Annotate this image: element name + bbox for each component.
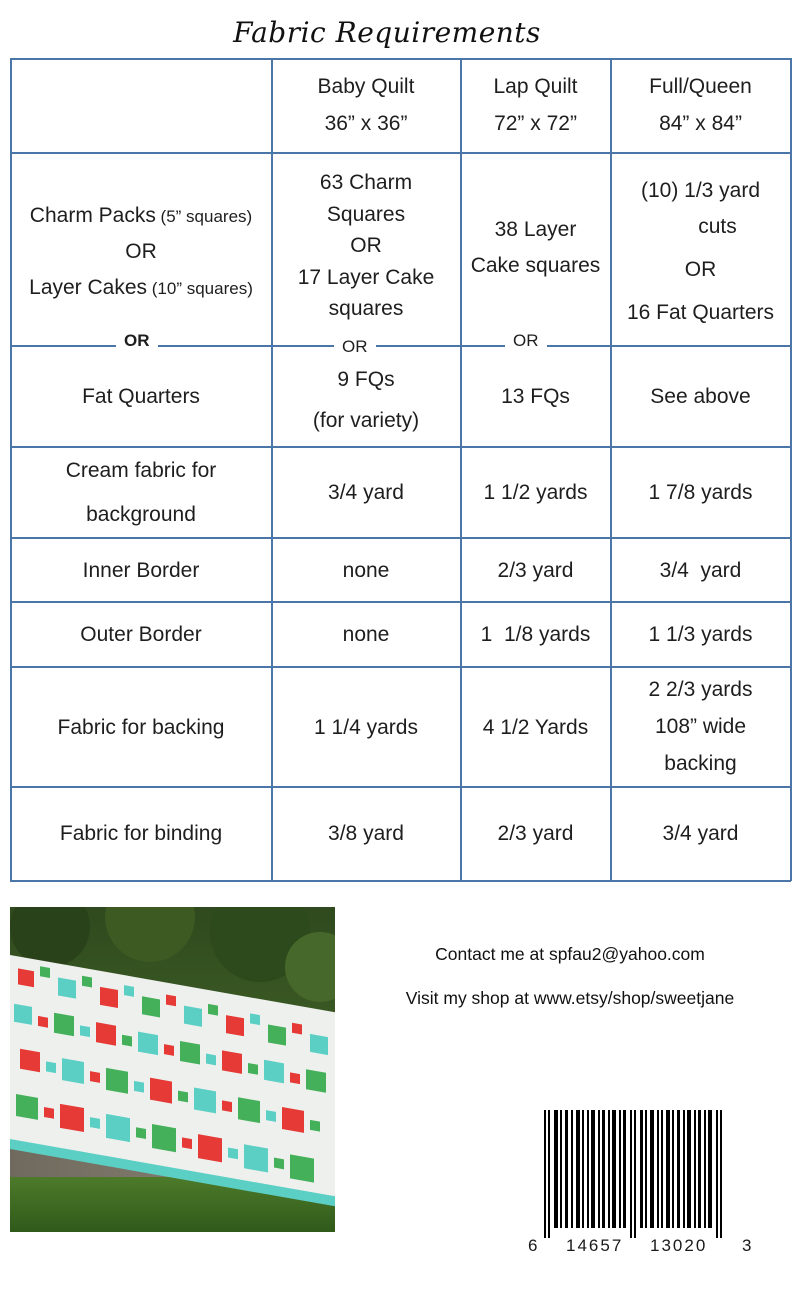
barcode-right-group: 13020 bbox=[650, 1236, 708, 1255]
header-lap-name: Lap Quilt bbox=[493, 75, 578, 99]
or-divider-label: OR bbox=[116, 332, 158, 350]
label-or: OR bbox=[125, 240, 157, 264]
header-full-size: 84” x 84” bbox=[659, 112, 742, 135]
table-border-bottom bbox=[10, 880, 791, 882]
baby-line-1: 63 Charm bbox=[319, 171, 413, 195]
cell-outer-full: 1 1/3 yards bbox=[648, 623, 753, 647]
cell-binding-lap: 2/3 yard bbox=[497, 822, 574, 846]
row-label-inner-border: Inner Border bbox=[82, 558, 200, 582]
header-baby-quilt bbox=[272, 60, 460, 152]
barcode-bars bbox=[520, 1108, 760, 1258]
row-label-outer-border: Outer Border bbox=[80, 623, 202, 647]
row-label-backing: Fabric for backing bbox=[57, 715, 225, 739]
row-label-cream bbox=[11, 448, 271, 538]
fq-baby-line-1: 9 FQs bbox=[337, 368, 395, 392]
cream-label-line-1: Cream fabric for bbox=[65, 458, 217, 482]
cell-precut-full bbox=[611, 160, 790, 344]
baby-line-5: squares bbox=[328, 297, 404, 321]
full-line-1: (10) 1/3 yard bbox=[640, 178, 761, 202]
full-line-2: cuts bbox=[698, 215, 737, 239]
header-full-queen bbox=[611, 60, 790, 152]
cell-cream-baby: 3/4 yard bbox=[328, 481, 404, 505]
cell-inner-full: 3/4 yard bbox=[659, 558, 742, 582]
layer-cakes-text: Layer Cakes bbox=[29, 275, 148, 299]
full-line-4: 16 Fat Quarters bbox=[626, 300, 775, 324]
label-charm-packs bbox=[30, 198, 252, 234]
backing-full-line-1: 2 2/3 yards bbox=[648, 678, 753, 702]
cell-fq-baby bbox=[272, 356, 460, 446]
backing-full-line-3: backing bbox=[664, 751, 737, 775]
or-divider-baby: OR bbox=[334, 338, 376, 356]
cell-precut-lap bbox=[461, 205, 610, 291]
cell-backing-baby: 1 1/4 yards bbox=[314, 715, 418, 739]
charm-packs-size: (5” squares) bbox=[155, 207, 253, 227]
cell-inner-lap: 2/3 yard bbox=[497, 558, 574, 582]
baby-line-3: OR bbox=[350, 234, 382, 258]
cell-outer-baby: none bbox=[342, 623, 390, 647]
header-lap-quilt bbox=[461, 60, 610, 152]
cell-backing-lap: 4 1/2 Yards bbox=[482, 715, 589, 739]
row-label-fat-quarters: Fat Quarters bbox=[82, 385, 200, 409]
cell-cream-full: 1 7/8 yards bbox=[648, 481, 753, 505]
cell-fq-lap: 13 FQs bbox=[501, 385, 570, 409]
quilt-photo bbox=[10, 907, 335, 1232]
cell-binding-full: 3/4 yard bbox=[662, 822, 739, 846]
barcode-check-digit: 3 bbox=[742, 1236, 752, 1255]
cell-binding-baby: 3/8 yard bbox=[328, 822, 404, 846]
barcode bbox=[520, 1108, 760, 1258]
layer-cakes-size: (10” squares) bbox=[147, 278, 253, 298]
row-label-precuts bbox=[11, 152, 271, 346]
cell-outer-lap: 1 1/8 yards bbox=[480, 623, 591, 647]
cell-cream-lap: 1 1/2 yards bbox=[483, 481, 588, 505]
fq-baby-line-2: (for variety) bbox=[312, 409, 420, 432]
contact-email-line: Contact me at spfau2@yahoo.com bbox=[435, 944, 705, 964]
contact-shop-line: Visit my shop at www.etsy/shop/sweetjane bbox=[405, 988, 735, 1008]
row-label-binding: Fabric for binding bbox=[59, 822, 223, 846]
cell-fq-full: See above bbox=[650, 385, 751, 409]
barcode-left-group: 14657 bbox=[566, 1236, 624, 1255]
header-full-name: Full/Queen bbox=[649, 75, 752, 99]
page-title: Fabric Requirements bbox=[233, 16, 541, 49]
header-lap-size: 72” x 72” bbox=[494, 112, 577, 135]
label-layer-cakes bbox=[29, 270, 253, 306]
table-border-right bbox=[790, 58, 792, 881]
cell-precut-baby bbox=[272, 160, 460, 332]
or-divider-lap: OR bbox=[505, 332, 547, 350]
cell-inner-baby: none bbox=[342, 558, 390, 582]
barcode-first-digit: 6 bbox=[528, 1236, 538, 1255]
lap-line-1: 38 Layer bbox=[494, 218, 577, 242]
backing-full-line-2: 108” wide bbox=[654, 715, 747, 739]
cream-label-line-2: background bbox=[86, 503, 196, 526]
cell-backing-full bbox=[611, 668, 790, 787]
baby-line-4: 17 Layer Cake bbox=[297, 265, 435, 289]
charm-packs-text: Charm Packs bbox=[29, 204, 156, 228]
baby-line-2: Squares bbox=[326, 202, 406, 226]
header-baby-size: 36” x 36” bbox=[324, 112, 408, 135]
full-line-3: OR bbox=[684, 258, 717, 281]
lap-line-2: Cake squares bbox=[470, 254, 601, 277]
header-baby-name: Baby Quilt bbox=[317, 75, 415, 99]
